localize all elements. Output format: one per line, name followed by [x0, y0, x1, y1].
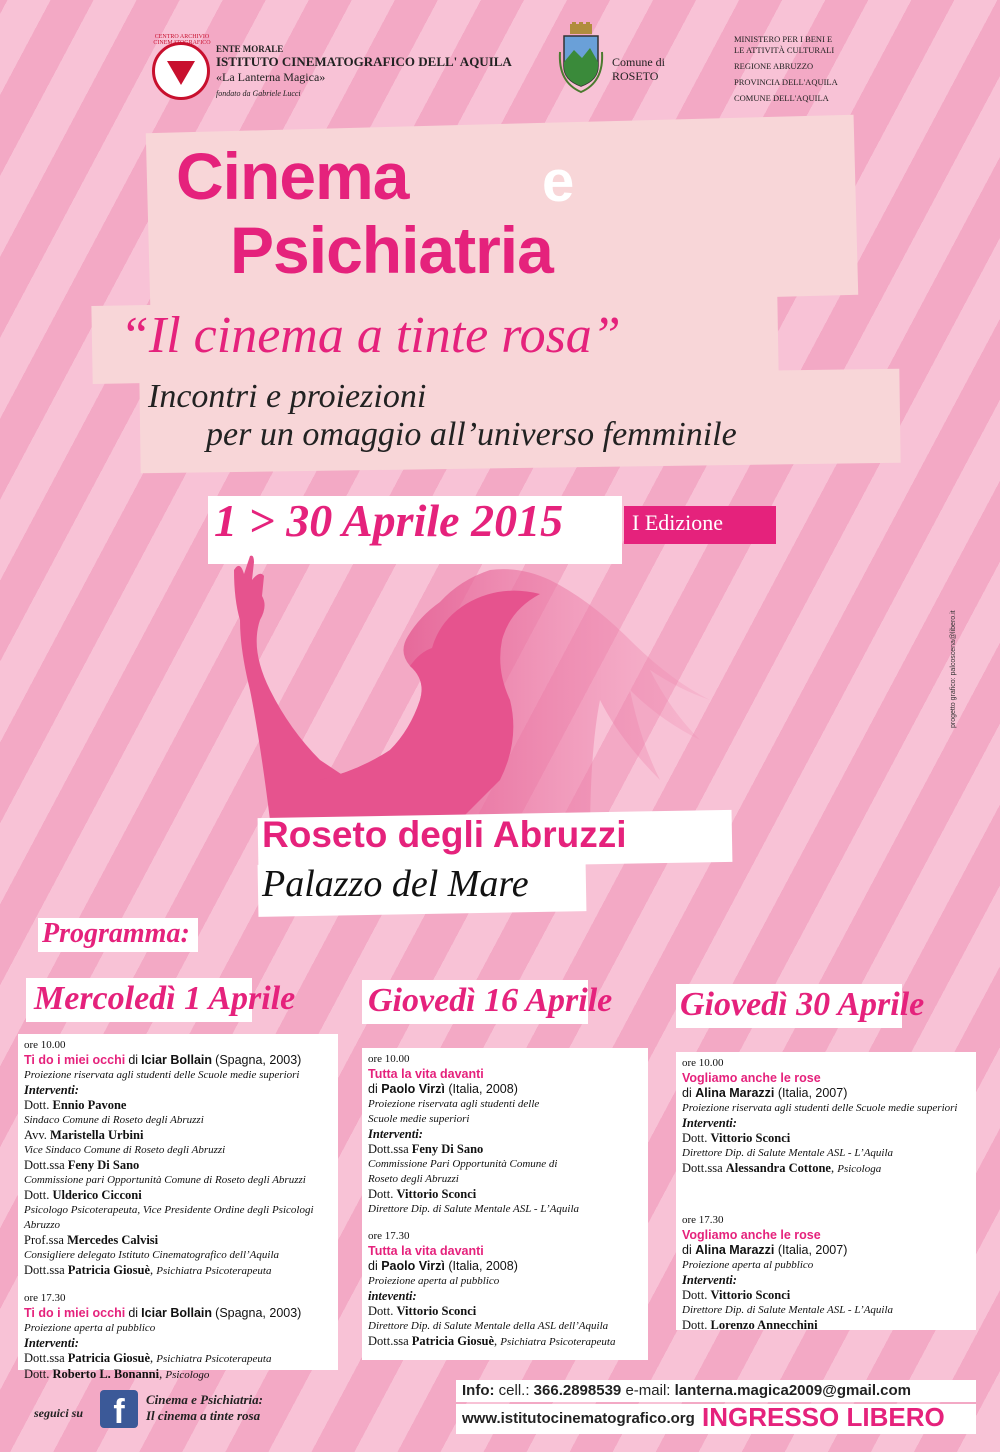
- speaker-title: Dott.ssa: [368, 1142, 409, 1156]
- film-info: (Italia, 2008): [448, 1082, 518, 1096]
- ministero-item: PROVINCIA DELL'AQUILA: [734, 77, 838, 87]
- title-cinema: Cinema: [176, 139, 409, 213]
- speaker-role: Psicologo: [165, 1369, 210, 1381]
- event-time: ore 10.00: [682, 1057, 724, 1069]
- event-dates: 1 > 30 Aprile 2015: [214, 495, 564, 546]
- speaker-role: Psichiatra Psicoterapeuta: [156, 1353, 272, 1365]
- film-info: (Spagna, 2003): [215, 1306, 302, 1320]
- info-label: Info:: [462, 1382, 495, 1399]
- speaker-name: Vittorio Sconci: [710, 1288, 791, 1302]
- program-box-day1: ore 10.00 Ti do i miei occhi di Iciar Bollain (Spagna, 2003) Proiezione riservata agli studenti delle Scuole medie superiori Interventi: Dott. Ennio Pavone Sindaco Comune di Roseto degli Abruzzi Avv. Maristella Urbini Vice Sindaco Comune di Roseto degli Abruzzi Dott.ssa Feny Di Sano Commissione pari Opportunità Comune di Roseto degli Abruzzi Dott. Ulderico Cicconi Psicologo Psicoterapeuta, Vice Presidente Ordine degli Psicologi Abruzzo Prof.ssa Mercedes Calvisi Consigliere delegato Istituto Cinematografico dell’Aquila Dott.ssa Patricia Giosuè, Psichiatra Psicoterapeuta ore 17.30 Ti do i miei occhi di Iciar Bollain (Spagna, 2003) Proiezione aperta al pubblico Interventi: Dott.ssa Patricia Giosuè, Psichiatra Psicoterapeuta Dott. Roberto L. Bonanni, Psicologo: [18, 1034, 338, 1370]
- fb-name-line1: Cinema e Psichiatria:: [146, 1392, 263, 1407]
- speaker-role: Commissione pari Opportunità Comune di Roseto degli Abruzzi: [24, 1174, 306, 1186]
- interventi-label: inteventi:: [368, 1289, 417, 1303]
- speaker-role: Sindaco Comune di Roseto degli Abruzzi: [24, 1114, 204, 1126]
- speaker-role: Vice Sindaco Comune di Roseto degli Abruzzi: [24, 1144, 226, 1156]
- ministero-list: [734, 34, 844, 109]
- film-title: Ti do i miei occhi: [24, 1306, 126, 1320]
- speaker-name: Ulderico Cicconi: [52, 1188, 142, 1202]
- speaker-name: Roberto L. Bonanni: [52, 1367, 160, 1381]
- programma-label: Programma:: [42, 918, 190, 949]
- speaker-name: Patricia Giosuè: [67, 1351, 151, 1365]
- film-title: Vogliamo anche le rose: [682, 1071, 821, 1085]
- city-name: Roseto degli Abruzzi: [262, 814, 627, 855]
- event-note: Proiezione riservata agli studenti delle Scuole medie superiori: [24, 1069, 300, 1081]
- speaker-name: Feny Di Sano: [67, 1158, 140, 1172]
- inst-line2: ISTITUTO CINEMATOGRAFICO DELL' AQUILA: [216, 54, 512, 69]
- roseto-crest-icon: [556, 22, 606, 96]
- by: di: [128, 1306, 139, 1320]
- speaker-title: Dott.: [368, 1187, 394, 1201]
- tagline-line1: Incontri e proiezioni: [148, 378, 427, 415]
- facebook-icon[interactable]: f: [100, 1390, 138, 1428]
- film-info: (Italia, 2008): [448, 1259, 518, 1273]
- director: Iciar Bollain: [141, 1053, 213, 1067]
- director: Iciar Bollain: [141, 1306, 213, 1320]
- speaker-name: Ennio Pavone: [52, 1098, 127, 1112]
- director: Alina Marazzi: [695, 1086, 775, 1100]
- speaker-role: Consigliere delegato Istituto Cinematografico dell’Aquila: [24, 1249, 280, 1261]
- speaker-title: Dott.: [682, 1288, 708, 1302]
- interventi-label: Interventi:: [682, 1116, 737, 1130]
- speaker-title: Dott.: [24, 1188, 50, 1202]
- email-label: e-mail:: [625, 1382, 671, 1399]
- title-psichiatria: Psichiatria: [230, 213, 553, 287]
- seguici-label: seguici su: [34, 1406, 84, 1420]
- istituto-logo: [152, 42, 210, 100]
- speaker-title: Dott.ssa: [682, 1161, 723, 1175]
- speaker-name: Maristella Urbini: [50, 1128, 144, 1142]
- event-time: ore 17.30: [368, 1230, 410, 1242]
- speaker-role: Psicologo Psicoterapeuta, Vice Presidente Ordine degli Psicologi Abruzzo: [24, 1204, 314, 1231]
- ministero-item: COMUNE DELL'AQUILA: [734, 93, 829, 103]
- event-note: Proiezione riservata agli studenti delle Scuole medie superiori: [682, 1102, 958, 1114]
- director: Paolo Virzì: [381, 1259, 445, 1273]
- woman-silhouette-icon: [210, 540, 730, 840]
- comune-label: [612, 55, 665, 83]
- speaker-title: Prof.ssa: [24, 1233, 64, 1247]
- speaker-title: Dott.: [24, 1367, 50, 1381]
- speaker-title: Dott.ssa: [368, 1334, 409, 1348]
- fb-name-line2: Il cinema a tinte rosa: [146, 1408, 261, 1423]
- film-info: (Italia, 2007): [777, 1243, 848, 1257]
- edizione-label: I Edizione: [632, 510, 724, 535]
- speaker-title: Dott.ssa: [24, 1263, 65, 1277]
- event-time: ore 17.30: [682, 1214, 724, 1226]
- by: di: [128, 1053, 139, 1067]
- logo-ring-text: CENTRO ARCHIVIO CINEMATOGRAFICO: [153, 34, 211, 46]
- title-e: e: [542, 149, 575, 214]
- speaker-title: Avv.: [24, 1128, 47, 1142]
- inst-line1: ENTE MORALE: [216, 44, 284, 54]
- speaker-name: Alessandra Cottone: [725, 1161, 831, 1175]
- subtitle: “Il cinema a tinte rosa”: [120, 307, 621, 364]
- speaker-name: Feny Di Sano: [411, 1142, 484, 1156]
- interventi-label: Interventi:: [368, 1127, 423, 1141]
- film-title: Ti do i miei occhi: [24, 1053, 126, 1067]
- by: di: [682, 1243, 692, 1257]
- event-time: ore 10.00: [368, 1053, 410, 1065]
- cell-label: cell.:: [498, 1382, 530, 1399]
- director: Alina Marazzi: [695, 1243, 775, 1257]
- speaker-title: Dott.ssa: [24, 1351, 65, 1365]
- event-time: ore 10.00: [24, 1039, 66, 1051]
- speaker-title: Dott.: [24, 1098, 50, 1112]
- email-link[interactable]: lanterna.magica2009@gmail.com: [674, 1382, 912, 1399]
- speaker-role: Direttore Dip. di Salute Mentale ASL - L’Aquila: [682, 1304, 894, 1316]
- interventi-label: Interventi:: [682, 1273, 737, 1287]
- speaker-name: Mercedes Calvisi: [67, 1233, 159, 1247]
- speaker-name: Vittorio Sconci: [710, 1131, 791, 1145]
- cell-number[interactable]: 366.2898539: [533, 1382, 622, 1399]
- ingresso-libero: INGRESSO LIBERO: [702, 1402, 945, 1432]
- speaker-role: Commissione Pari Opportunità Comune di Roseto degli Abruzzi: [368, 1158, 558, 1185]
- speaker-role: Psicologa: [837, 1163, 882, 1175]
- program-box-day3: ore 10.00 Vogliamo anche le rose di Alina Marazzi (Italia, 2007) Proiezione riservata agli studenti delle Scuole medie superiori Interventi: Dott. Vittorio Sconci Direttore Dip. di Salute Mentale ASL - L’Aquila Dott.ssa Alessandra Cottone, Psicologa ore 17.30 Vogliamo anche le rose di Alina Marazzi (Italia, 2007) Proiezione aperta al pubblico Interventi: Dott. Vittorio Sconci Direttore Dip. di Salute Mentale ASL - L’Aquila Dott. Lorenzo Annecchini: [676, 1052, 976, 1330]
- interventi-label: Interventi:: [24, 1336, 79, 1350]
- speaker-title: Dott.: [682, 1318, 708, 1332]
- film-title: Tutta la vita davanti: [368, 1244, 484, 1258]
- program-box-day2: ore 10.00 Tutta la vita davanti di Paolo Virzì (Italia, 2008) Proiezione riservata agli studenti delle Scuole medie superiori Interventi: Dott.ssa Feny Di Sano Commissione Pari Opportunità Comune di Roseto degli Abruzzi Dott. Vittorio Sconci Direttore Dip. di Salute Mentale ASL - L’Aquila ore 17.30 Tutta la vita davanti di Paolo Virzì (Italia, 2008) Proiezione aperta al pubblico inteventi: Dott. Vittorio Sconci Direttore Dip. di Salute Mentale della ASL dell’Aquila Dott.ssa Patricia Giosuè, Psichiatra Psicoterapeuta: [362, 1048, 648, 1360]
- comune-line1: Comune di: [612, 55, 665, 69]
- facebook-page-name[interactable]: [146, 1392, 263, 1424]
- venue-name: Palazzo del Mare: [262, 863, 529, 905]
- comune-line2: ROSETO: [612, 69, 659, 83]
- inst-line4: fondato da Gabriele Lucci: [216, 89, 301, 98]
- tagline-line2: per un omaggio all’universo femminile: [206, 416, 737, 453]
- event-note: Proiezione aperta al pubblico: [24, 1322, 156, 1334]
- event-note: Proiezione aperta al pubblico: [682, 1259, 814, 1271]
- speaker-name: Vittorio Sconci: [396, 1304, 477, 1318]
- interventi-label: Interventi:: [24, 1083, 79, 1097]
- institute-block: [216, 44, 512, 98]
- ministero-item: MINISTERO PER I BENI E LE ATTIVITÀ CULTURALI: [734, 34, 835, 55]
- speaker-role: Direttore Dip. di Salute Mentale della ASL dell’Aquila: [368, 1320, 609, 1332]
- event-note: Proiezione riservata agli studenti delle Scuole medie superiori: [368, 1098, 540, 1125]
- speaker-title: Dott.: [682, 1131, 708, 1145]
- ministero-item: REGIONE ABRUZZO: [734, 61, 814, 71]
- day-title-2: Giovedì 16 Aprile: [368, 982, 613, 1019]
- film-info: (Spagna, 2003): [215, 1053, 302, 1067]
- film-info: (Italia, 2007): [777, 1086, 848, 1100]
- film-title: Tutta la vita davanti: [368, 1067, 484, 1081]
- speaker-name: Patricia Giosuè: [411, 1334, 495, 1348]
- speaker-name: Vittorio Sconci: [396, 1187, 477, 1201]
- info-line: [462, 1382, 911, 1399]
- graphic-credit: progetto grafico: palcoscena@libero.it: [950, 610, 957, 728]
- by: di: [368, 1259, 378, 1273]
- speaker-title: Dott.: [368, 1304, 394, 1318]
- film-title: Vogliamo anche le rose: [682, 1228, 821, 1242]
- speaker-name: Patricia Giosuè: [67, 1263, 151, 1277]
- website-link[interactable]: www.istitutocinematografico.org: [462, 1410, 695, 1427]
- speaker-role: Psichiatra Psicoterapeuta: [500, 1336, 616, 1348]
- director: Paolo Virzì: [381, 1082, 445, 1096]
- day-title-1: Mercoledì 1 Aprile: [34, 980, 296, 1017]
- day-title-3: Giovedì 30 Aprile: [680, 986, 925, 1023]
- speaker-role: Direttore Dip. di Salute Mentale ASL - L’Aquila: [368, 1203, 580, 1215]
- speaker-title: Dott.ssa: [24, 1158, 65, 1172]
- by: di: [368, 1082, 378, 1096]
- speaker-role: Direttore Dip. di Salute Mentale ASL - L’Aquila: [682, 1147, 894, 1159]
- by: di: [682, 1086, 692, 1100]
- inst-line3: «La Lanterna Magica»: [216, 70, 326, 84]
- event-note: Proiezione aperta al pubblico: [368, 1275, 500, 1287]
- speaker-name: Lorenzo Annecchini: [710, 1318, 818, 1332]
- speaker-role: Psichiatra Psicoterapeuta: [156, 1265, 272, 1277]
- event-time: ore 17.30: [24, 1292, 66, 1304]
